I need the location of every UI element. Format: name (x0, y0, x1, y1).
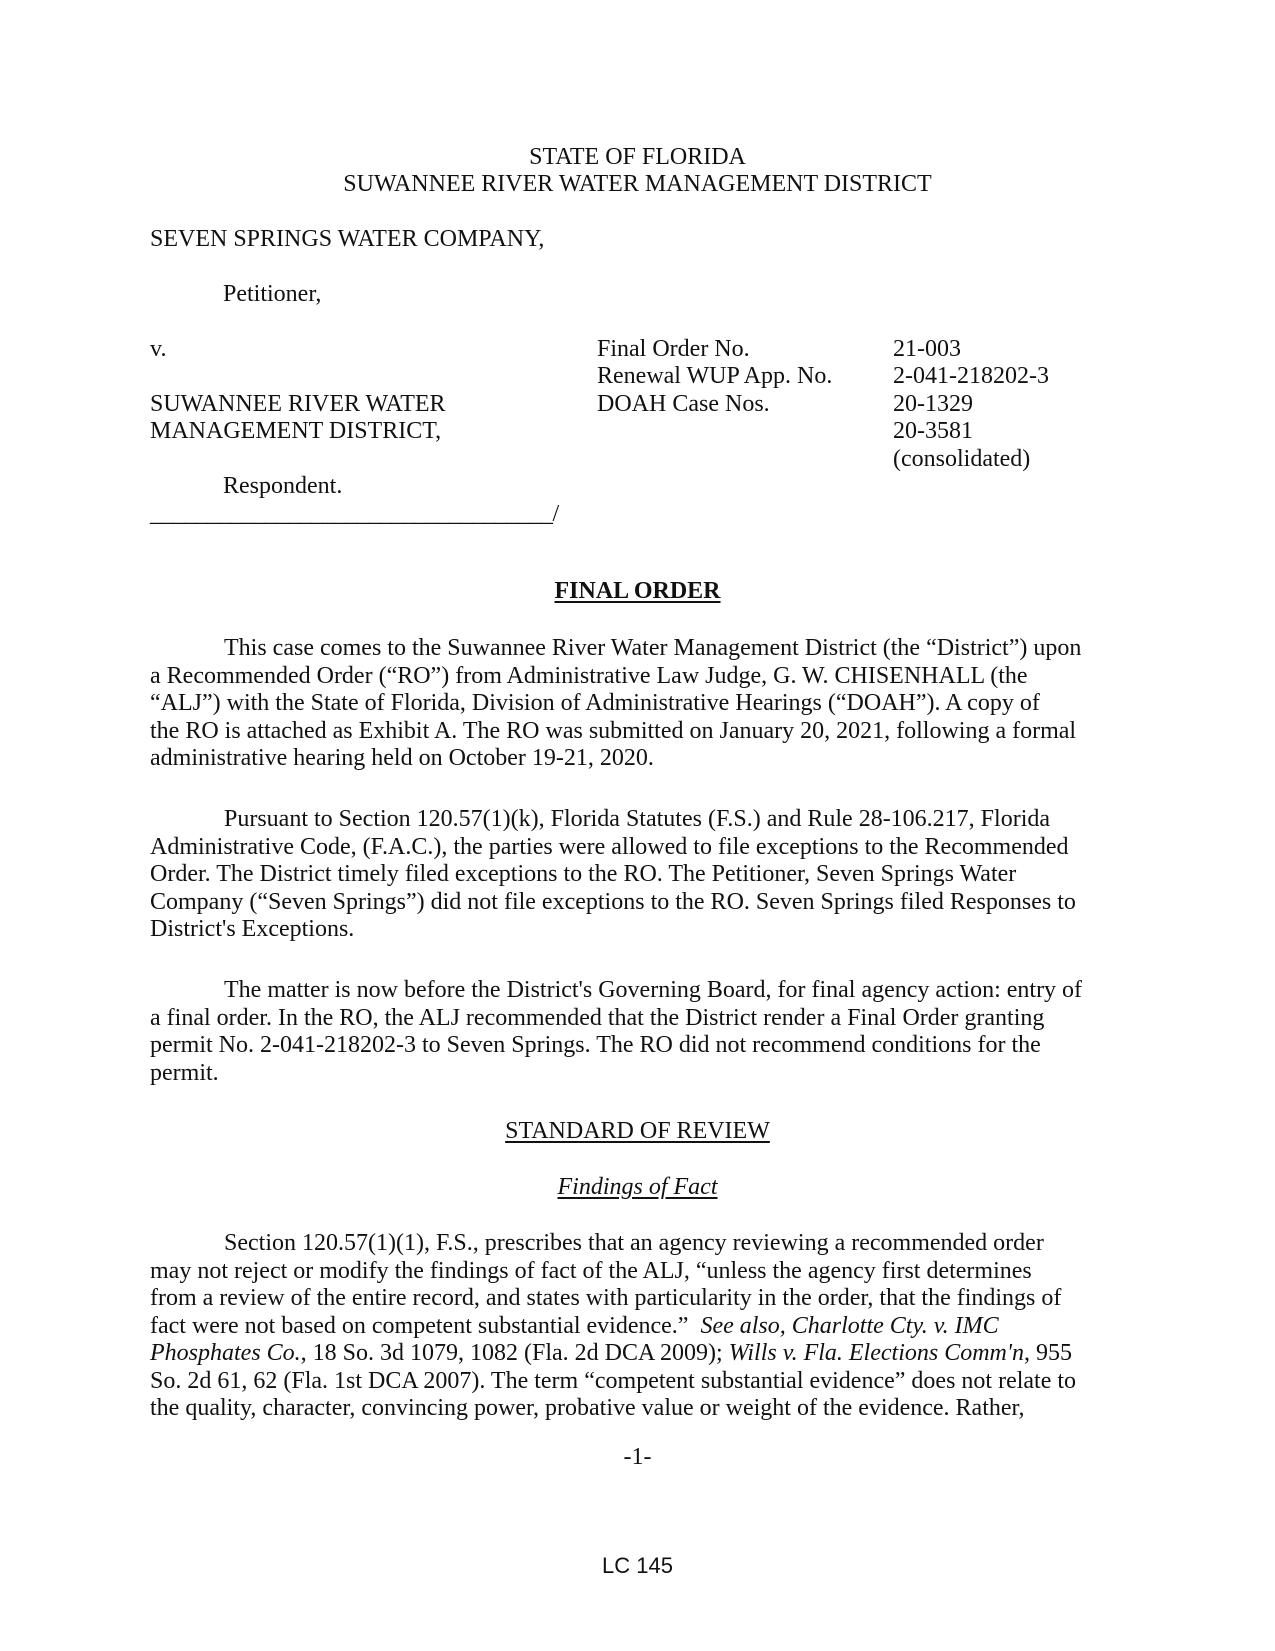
paragraph-line: may not reject or modify the findings of fact of the ALJ, “unless the agency first determines (150, 1257, 1032, 1284)
paragraph-line: This case comes to the Suwannee River Water Management District (the “District”) upon (224, 635, 1082, 661)
page-number: -1- (623, 1444, 652, 1470)
paragraph-line: a final order. In the RO, the ALJ recommended that the District render a Final Order granting (150, 1004, 1045, 1031)
subsection-heading (150, 1174, 1125, 1202)
paragraph-line: the RO is attached as Exhibit A. The RO was submitted on January 20, 2021, following a formal (150, 717, 1077, 744)
case-name-citation: Wills v. Fla. Elections Comm'n (728, 1340, 1025, 1366)
final-order-number: 21-003 (893, 336, 961, 362)
paragraph-exceptions (150, 806, 1125, 944)
document-title-text: FINAL ORDER (554, 578, 721, 604)
petitioner-name: SEVEN SPRINGS WATER COMPANY, (150, 226, 545, 252)
doah-consolidated-note: (consolidated) (893, 446, 1031, 472)
paragraph-intro (150, 635, 1125, 773)
doah-case-label: DOAH Case Nos. (597, 391, 770, 417)
document-title (150, 578, 1125, 606)
versus-label: v. (150, 336, 167, 362)
paragraph-line: Order. The District timely filed exceptions to the RO. The Petitioner, Seven Springs Water (150, 861, 1017, 887)
respondent-name-line1: SUWANNEE RIVER WATER (150, 391, 446, 417)
citation-signal: See also, Charlotte Cty. v. IMC (700, 1312, 999, 1339)
paragraph-line: District's Exceptions. (150, 916, 355, 942)
case-name-citation: Phosphates Co. (150, 1340, 301, 1366)
paragraph-line: “ALJ”) with the State of Florida, Division of Administrative Hearings (“DOAH”). A copy of (150, 690, 1040, 716)
paragraph-line: permit No. 2-041-218202-3 to Seven Springs. The RO did not recommend conditions for the (150, 1032, 1041, 1058)
subsection-heading-text: Findings of Fact (557, 1174, 718, 1200)
paragraph-line (150, 1313, 1125, 1341)
respondent-role: Respondent. (223, 473, 343, 499)
final-order-label: Final Order No. (597, 336, 750, 362)
text-run: , 18 So. 3d 1079, 1082 (Fla. 2d DCA 2009); (300, 1340, 729, 1366)
paragraph-line: So. 2d 61, 62 (Fla. 1st DCA 2007). The term “competent substantial evidence” does not relate to (150, 1367, 1077, 1394)
paragraph-line (150, 1340, 1125, 1368)
caption-signature-line: ___________________________________/ (150, 501, 559, 527)
paragraph-findings-of-fact (150, 1230, 1125, 1423)
petitioner-role: Petitioner, (223, 281, 322, 307)
paragraph-line: The matter is now before the District's Governing Board, for final agency action: entry of (224, 977, 1083, 1003)
paragraph-line: the quality, character, convincing power, probative value or weight of the evidence. Rather, (150, 1395, 1025, 1421)
paragraph-line: Company (“Seven Springs”) did not file exceptions to the RO. Seven Springs filed Responses to (150, 888, 1076, 915)
paragraph-line: Administrative Code, (F.A.C.), the parties were allowed to file exceptions to the Recommended (150, 833, 1069, 860)
text-run: fact were not based on competent substantial evidence.” (150, 1312, 701, 1339)
section-heading-text: STANDARD OF REVIEW (505, 1118, 770, 1144)
paragraph-line: a Recommended Order (“RO”) from Administrative Law Judge, G. W. CHISENHALL (the (150, 662, 1028, 689)
section-heading (150, 1118, 1125, 1146)
paragraph-line: administrative hearing held on October 19-21, 2020. (150, 745, 654, 771)
footer-document-code: LC 145 (602, 1553, 673, 1578)
text-run: , 955 (1024, 1340, 1073, 1366)
doah-case-number-1: 20-1329 (893, 391, 973, 417)
paragraph-governing-board (150, 977, 1125, 1087)
wup-app-number: 2-041-218202-3 (893, 363, 1049, 389)
paragraph-line: from a review of the entire record, and states with particularity in the order, that the findings of (150, 1285, 1062, 1311)
wup-app-label: Renewal WUP App. No. (597, 363, 833, 389)
respondent-name-line2: MANAGEMENT DISTRICT, (150, 418, 442, 444)
paragraph-line: Section 120.57(1)(1), F.S., prescribes that an agency reviewing a recommended order (224, 1230, 1044, 1256)
doah-case-number-2: 20-3581 (893, 418, 973, 444)
paragraph-line: permit. (150, 1059, 219, 1086)
state-heading: STATE OF FLORIDA (529, 144, 746, 170)
paragraph-line: Pursuant to Section 120.57(1)(k), Florida Statutes (F.S.) and Rule 28-106.217, Florida (224, 806, 1051, 832)
district-heading: SUWANNEE RIVER WATER MANAGEMENT DISTRICT (343, 171, 932, 197)
